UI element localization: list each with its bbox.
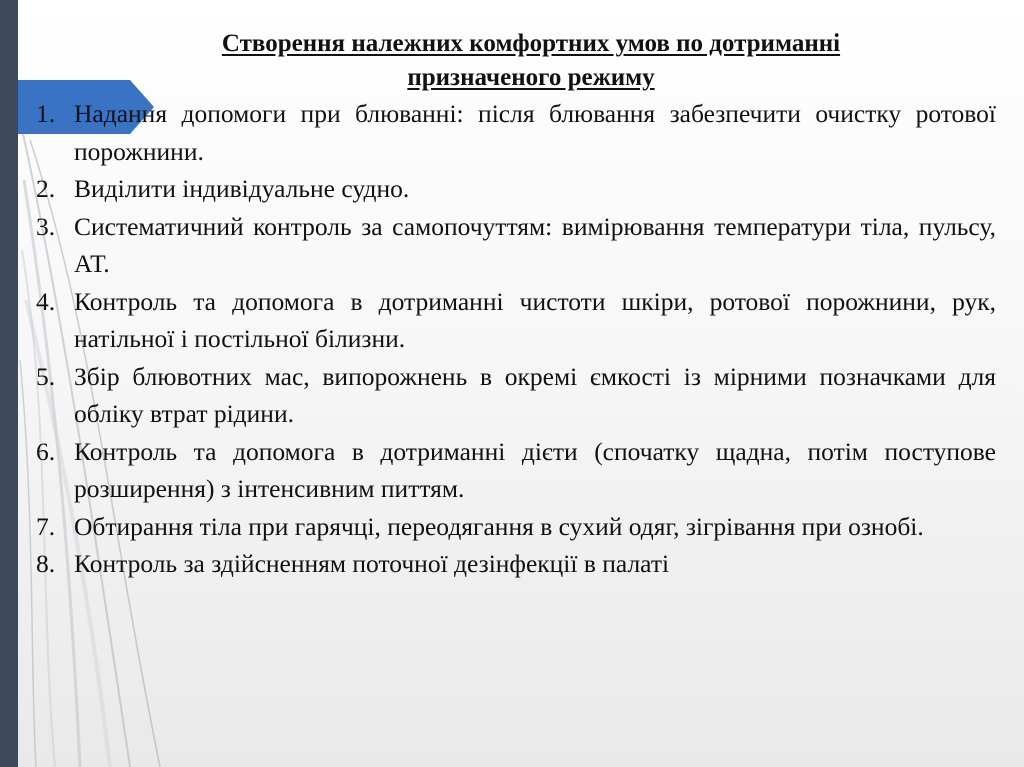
item-text: Надання допомоги при блюванні: після блювання забезпечити очистку ротової порожнини. <box>74 99 996 166</box>
item-text: Систематичний контроль за самопочуттям: вимірювання температури тіла, пульсу, АТ. <box>74 211 996 278</box>
item-text: Контроль та допомога в дотриманні дієти (спочатку щадна, потім поступове розширення) з інтенсивним питтям. <box>74 436 996 503</box>
item-number: 1. <box>36 99 56 128</box>
title-line-1: Створення належних комфортних умов по дотриманні <box>221 30 841 57</box>
list-item <box>36 545 996 583</box>
list-item <box>36 208 996 283</box>
title-line-2: призначеного режиму <box>407 64 655 91</box>
slide-title <box>36 27 996 95</box>
item-text: Обтирання тіла при гарячці, переодягання в сухий одяг, зігрівання при ознобі. <box>74 511 924 541</box>
item-text: Виділити індивідуальне судно. <box>74 174 410 203</box>
list-item <box>36 358 996 433</box>
list-item <box>36 508 996 546</box>
item-number: 5. <box>36 361 56 391</box>
slide-content <box>36 27 996 583</box>
item-number: 4. <box>36 286 56 316</box>
item-number: 6. <box>36 436 56 466</box>
list-item <box>36 170 996 208</box>
item-text: Контроль та допомога в дотриманні чистоти шкіри, ротової порожнини, рук, натільної і постільної білизни. <box>74 286 996 353</box>
item-text: Контроль за здійсненням поточної дезінфекції в палаті <box>74 549 670 578</box>
list-item <box>36 95 996 170</box>
list-item <box>36 283 996 358</box>
item-number: 7. <box>36 511 56 541</box>
item-text: Збір блювотних мас, випорожнень в окремі ємкості із мірними позначками для обліку втрат рідини. <box>74 361 996 428</box>
list-item <box>36 433 996 508</box>
item-number: 2. <box>36 174 56 203</box>
item-number: 8. <box>36 549 56 578</box>
item-number: 3. <box>36 211 56 241</box>
numbered-list <box>36 95 996 583</box>
